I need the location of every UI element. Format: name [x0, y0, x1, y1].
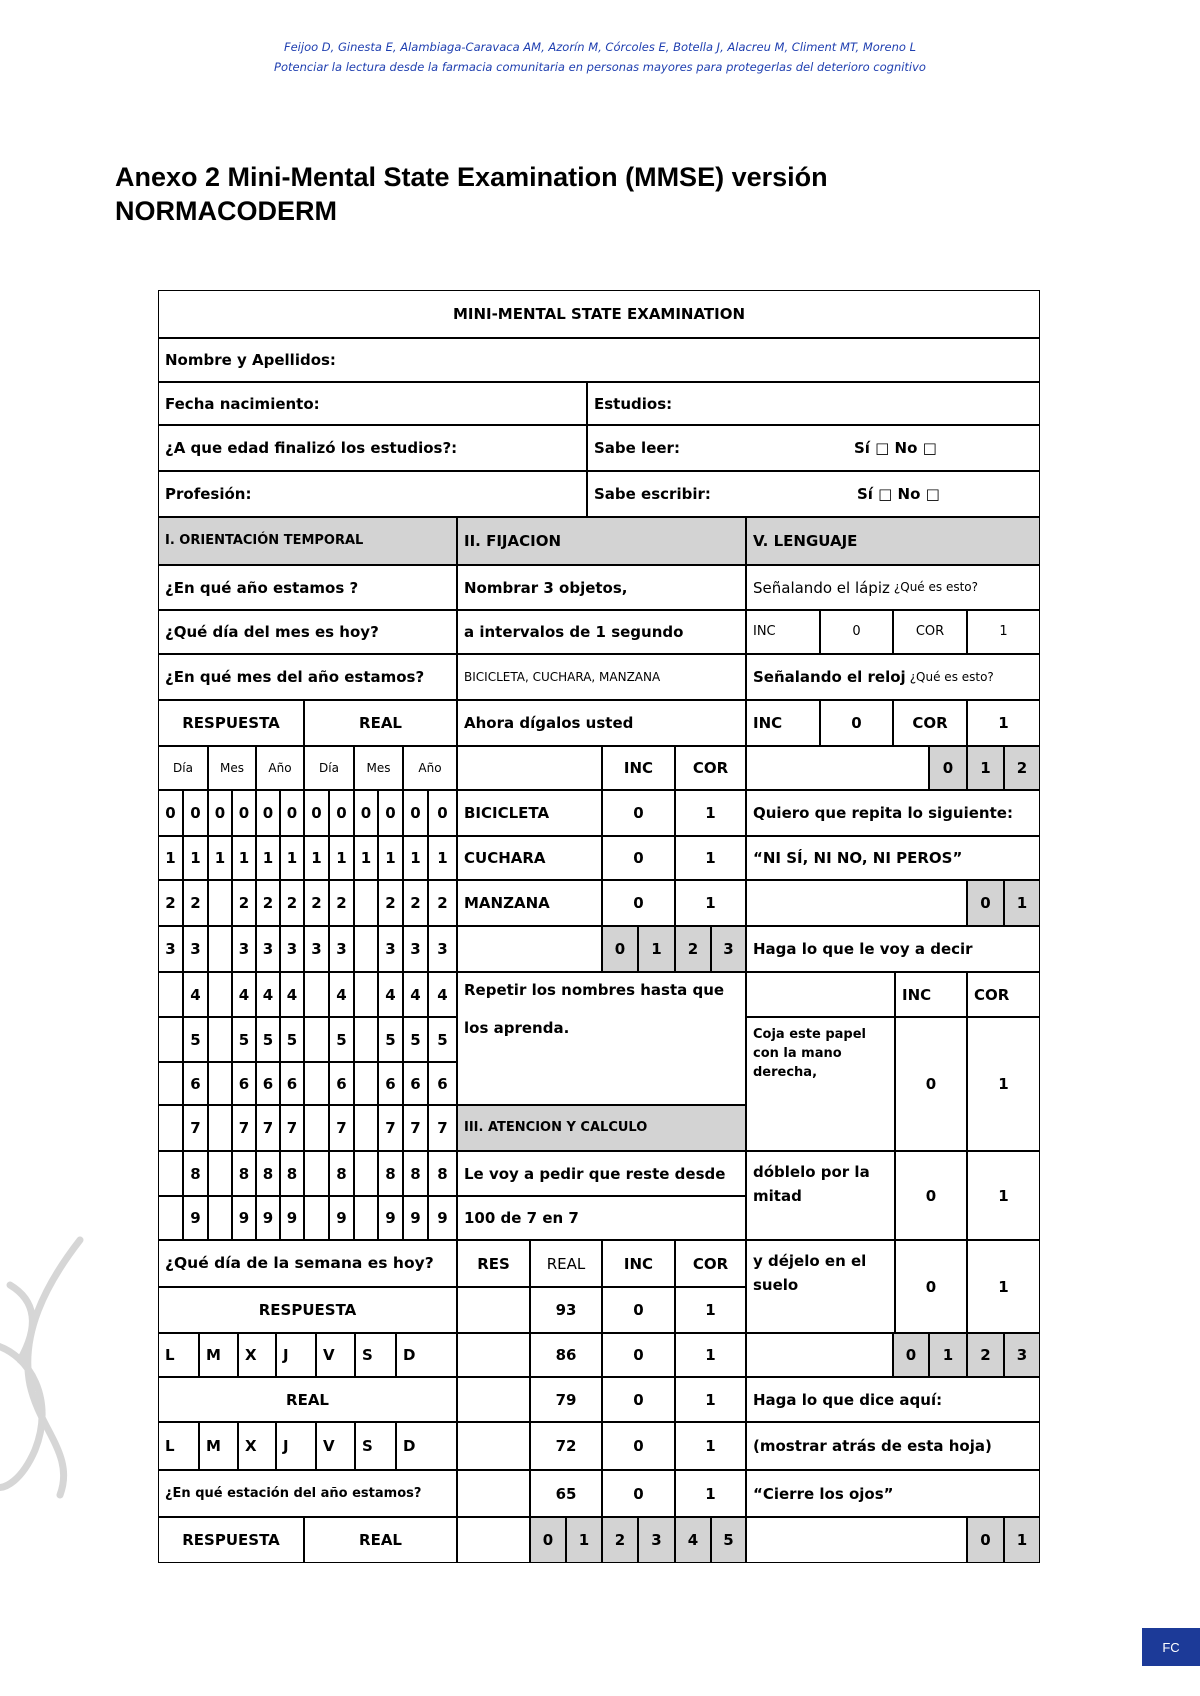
- repetir-line: los aprenda.: [464, 1019, 570, 1037]
- empty-cell: [746, 746, 929, 790]
- cell-text: Sabe escribir:: [594, 485, 711, 503]
- naming-score-option[interactable]: 1: [967, 746, 1004, 790]
- date-digit-cell[interactable]: 2: [183, 880, 208, 926]
- date-digit-cell[interactable]: 4: [428, 972, 457, 1017]
- score-inc[interactable]: 0: [602, 790, 675, 836]
- weekday-option[interactable]: M: [199, 1333, 238, 1377]
- score-cor[interactable]: 1: [967, 610, 1040, 654]
- date-digit-cell[interactable]: 5: [378, 1017, 403, 1062]
- lectura-instruction: Haga lo que dice aquí:: [746, 1377, 1040, 1422]
- cor-label: COR: [893, 610, 967, 654]
- date-digit-cell[interactable]: 8: [403, 1151, 428, 1196]
- ordenes-instruction: Haga lo que le voy a decir: [746, 926, 1040, 972]
- date-digit-cell[interactable]: 9: [428, 1196, 457, 1240]
- sabe-leer-checkboxes: Sí □ No □: [854, 439, 937, 457]
- date-digit-cell[interactable]: [304, 972, 329, 1017]
- lectura-score-option[interactable]: 0: [967, 1517, 1004, 1563]
- date-digit-cell[interactable]: 3: [403, 926, 428, 972]
- weekday-option[interactable]: D: [396, 1333, 457, 1377]
- date-digit-cell[interactable]: 6: [280, 1062, 304, 1105]
- empty-cell: [457, 1517, 530, 1563]
- reloj-question: [746, 654, 1040, 700]
- date-digit-cell[interactable]: 7: [232, 1105, 256, 1151]
- date-digit-cell[interactable]: 3: [378, 926, 403, 972]
- field-sabe-escribir: [587, 471, 1040, 517]
- field-profesion: Profesión:: [158, 471, 587, 517]
- weekday-option[interactable]: S: [355, 1333, 396, 1377]
- score-cor[interactable]: 1: [967, 700, 1040, 746]
- score-cor[interactable]: 1: [967, 1151, 1040, 1240]
- score-inc[interactable]: 0: [602, 836, 675, 880]
- date-col-label: Día: [304, 746, 354, 790]
- real-header: REAL: [530, 1240, 602, 1287]
- fijacion-object: CUCHARA: [457, 836, 602, 880]
- date-digit-cell[interactable]: 3: [183, 926, 208, 972]
- date-digit-cell[interactable]: 3: [329, 926, 354, 972]
- fijacion-instruction: Ahora dígalos usted: [457, 700, 746, 746]
- date-digit-cell[interactable]: 5: [232, 1017, 256, 1062]
- date-digit-cell[interactable]: 0: [329, 790, 354, 836]
- weekday-option[interactable]: L: [158, 1422, 199, 1470]
- date-digit-cell[interactable]: [354, 926, 378, 972]
- date-digit-cell[interactable]: 1: [183, 836, 208, 880]
- date-digit-cell[interactable]: [158, 972, 183, 1017]
- score-inc[interactable]: 0: [820, 700, 893, 746]
- date-digit-cell[interactable]: 2: [428, 880, 457, 926]
- date-digit-cell[interactable]: 4: [378, 972, 403, 1017]
- header-subtitle: Potenciar la lectura desde la farmacia comunitaria en personas mayores para protegerlas del deterioro cognitivo: [274, 60, 926, 74]
- date-digit-cell[interactable]: 0: [403, 790, 428, 836]
- calculo-score-option[interactable]: 5: [711, 1517, 746, 1563]
- date-digit-cell[interactable]: 0: [208, 790, 232, 836]
- date-digit-cell[interactable]: 2: [158, 880, 183, 926]
- date-digit-cell[interactable]: 2: [304, 880, 329, 926]
- date-digit-cell[interactable]: 7: [280, 1105, 304, 1151]
- date-digit-cell[interactable]: 8: [280, 1151, 304, 1196]
- calculo-score-option[interactable]: 3: [638, 1517, 675, 1563]
- date-digit-cell[interactable]: 5: [256, 1017, 280, 1062]
- score-inc[interactable]: 0: [602, 1422, 675, 1470]
- res-header: RES: [457, 1240, 530, 1287]
- resta-instruction: Le voy a pedir que reste desde: [457, 1151, 746, 1196]
- empty-cell: [457, 746, 602, 790]
- page-badge: FC: [1142, 1628, 1200, 1666]
- fijacion-objects: BICICLETA, CUCHARA, MANZANA: [457, 654, 746, 700]
- date-digit-cell[interactable]: 9: [403, 1196, 428, 1240]
- orden-step: dóblelo por la mitad: [746, 1151, 895, 1240]
- res-answer-cell[interactable]: [457, 1377, 530, 1422]
- lapiz-question: [746, 565, 1040, 610]
- weekday-option[interactable]: L: [158, 1333, 199, 1377]
- res-answer-cell[interactable]: [457, 1333, 530, 1377]
- naming-score-option[interactable]: 2: [1004, 746, 1040, 790]
- date-digit-cell[interactable]: 9: [329, 1196, 354, 1240]
- date-digit-cell[interactable]: 0: [428, 790, 457, 836]
- fijacion-object: MANZANA: [457, 880, 602, 926]
- date-digit-cell[interactable]: [158, 1017, 183, 1062]
- empty-cell: [746, 1517, 967, 1563]
- date-digit-cell[interactable]: [158, 1196, 183, 1240]
- date-digit-cell[interactable]: 0: [256, 790, 280, 836]
- date-digit-cell[interactable]: 8: [329, 1151, 354, 1196]
- date-digit-cell[interactable]: 9: [378, 1196, 403, 1240]
- date-digit-cell[interactable]: 9: [280, 1196, 304, 1240]
- field-fecha-nacimiento: Fecha nacimiento:: [158, 382, 587, 425]
- inc-header: INC: [602, 746, 675, 790]
- date-digit-cell[interactable]: 0: [232, 790, 256, 836]
- cor-header: COR: [675, 746, 746, 790]
- score-inc[interactable]: 0: [602, 1333, 675, 1377]
- date-digit-cell[interactable]: 4: [329, 972, 354, 1017]
- res-answer-cell[interactable]: [457, 1470, 530, 1517]
- date-digit-cell[interactable]: 8: [183, 1151, 208, 1196]
- inc-header: INC: [895, 972, 967, 1017]
- section-fijacion: II. FIJACION: [457, 517, 746, 565]
- date-digit-cell[interactable]: [208, 1062, 232, 1105]
- date-digit-cell[interactable]: 2: [403, 880, 428, 926]
- score-inc[interactable]: 0: [602, 880, 675, 926]
- weekday-option[interactable]: X: [238, 1422, 276, 1470]
- date-col-label: Mes: [208, 746, 256, 790]
- date-digit-cell[interactable]: 1: [304, 836, 329, 880]
- calculo-score-option[interactable]: 2: [602, 1517, 638, 1563]
- inc-header: INC: [602, 1240, 675, 1287]
- date-digit-cell[interactable]: [208, 926, 232, 972]
- form-title: MINI-MENTAL STATE EXAMINATION: [158, 290, 1040, 338]
- date-digit-cell[interactable]: 6: [378, 1062, 403, 1105]
- date-digit-cell[interactable]: 6: [183, 1062, 208, 1105]
- date-digit-cell[interactable]: 5: [403, 1017, 428, 1062]
- empty-cell: [746, 880, 967, 926]
- empty-cell: [746, 1333, 893, 1377]
- res-answer-cell[interactable]: [457, 1422, 530, 1470]
- calculo-score-option[interactable]: 0: [530, 1517, 566, 1563]
- date-digit-cell[interactable]: 4: [232, 972, 256, 1017]
- date-digit-cell[interactable]: 2: [280, 880, 304, 926]
- empty-cell: [746, 972, 895, 1017]
- score-inc[interactable]: 0: [602, 1470, 675, 1517]
- weekday-option[interactable]: S: [355, 1422, 396, 1470]
- date-col-label: Año: [403, 746, 457, 790]
- score-inc[interactable]: 0: [895, 1240, 967, 1333]
- cell-text: Sabe leer:: [594, 439, 680, 457]
- date-digit-cell[interactable]: 0: [378, 790, 403, 836]
- date-digit-cell[interactable]: 5: [280, 1017, 304, 1062]
- field-estudios: Estudios:: [587, 382, 1040, 425]
- calculo-score-option[interactable]: 1: [566, 1517, 602, 1563]
- date-digit-cell[interactable]: 9: [256, 1196, 280, 1240]
- field-sabe-leer: [587, 425, 1040, 471]
- subtraction-value: 72: [530, 1422, 602, 1470]
- weekday-option[interactable]: J: [276, 1422, 316, 1470]
- date-digit-cell[interactable]: 6: [232, 1062, 256, 1105]
- date-digit-cell[interactable]: [208, 1196, 232, 1240]
- cor-header: COR: [967, 972, 1040, 1017]
- date-digit-cell[interactable]: 6: [256, 1062, 280, 1105]
- date-digit-cell[interactable]: [304, 1151, 329, 1196]
- date-digit-cell[interactable]: 1: [354, 836, 378, 880]
- date-digit-cell[interactable]: [304, 1105, 329, 1151]
- date-digit-cell[interactable]: 8: [428, 1151, 457, 1196]
- date-digit-cell[interactable]: [304, 1017, 329, 1062]
- date-digit-cell[interactable]: 0: [354, 790, 378, 836]
- weekday-option[interactable]: M: [199, 1422, 238, 1470]
- repeticion-score-option[interactable]: 0: [967, 880, 1004, 926]
- score-inc[interactable]: 0: [602, 1377, 675, 1422]
- repeticion-score-option[interactable]: 1: [1004, 880, 1040, 926]
- weekday-option[interactable]: D: [396, 1422, 457, 1470]
- score-cor[interactable]: 1: [675, 1377, 746, 1422]
- date-digit-cell[interactable]: [208, 1017, 232, 1062]
- ordenes-score-option[interactable]: 3: [1004, 1333, 1040, 1377]
- date-digit-cell[interactable]: 1: [378, 836, 403, 880]
- reloj-text: Señalando el reloj: [753, 668, 906, 686]
- cor-header: COR: [675, 1240, 746, 1287]
- ordenes-score-option[interactable]: 2: [967, 1333, 1004, 1377]
- date-digit-cell[interactable]: [304, 1196, 329, 1240]
- lapiz-text: Señalando el lápiz: [753, 578, 890, 597]
- date-digit-cell[interactable]: 8: [256, 1151, 280, 1196]
- score-cor[interactable]: 1: [675, 1470, 746, 1517]
- orden-step: y déjelo en el suelo: [746, 1240, 895, 1333]
- date-digit-cell[interactable]: 3: [158, 926, 183, 972]
- weekday-option[interactable]: J: [276, 1333, 316, 1377]
- fijacion-instruction: Nombrar 3 objetos,: [457, 565, 746, 610]
- score-cor[interactable]: 1: [675, 790, 746, 836]
- score-inc[interactable]: 0: [602, 1287, 675, 1333]
- date-digit-cell[interactable]: 4: [183, 972, 208, 1017]
- date-digit-cell[interactable]: 3: [232, 926, 256, 972]
- date-digit-cell[interactable]: 1: [329, 836, 354, 880]
- date-digit-cell[interactable]: 7: [183, 1105, 208, 1151]
- real-header: REAL: [304, 1517, 457, 1563]
- question-estacion: ¿En qué estación del año estamos?: [158, 1470, 457, 1517]
- header-authors: Feijoo D, Ginesta E, Alambiaga-Caravaca AM, Azorín M, Córcoles E, Botella J, Alacreu M, Climent MT, Moreno L: [283, 40, 916, 54]
- que-es-text: ¿Qué es esto?: [893, 580, 978, 595]
- section-lenguaje: V. LENGUAJE: [746, 517, 1040, 565]
- empty-cell: [457, 926, 602, 972]
- score-inc[interactable]: 0: [895, 1017, 967, 1151]
- weekday-option[interactable]: V: [316, 1333, 355, 1377]
- ordenes-score-option[interactable]: 1: [929, 1333, 967, 1377]
- date-digit-cell[interactable]: 3: [256, 926, 280, 972]
- respuesta-header: RESPUESTA: [158, 700, 304, 746]
- date-digit-cell[interactable]: 1: [158, 836, 183, 880]
- question-dia-mes: ¿Qué día del mes es hoy?: [158, 610, 457, 654]
- date-digit-cell[interactable]: 6: [428, 1062, 457, 1105]
- date-digit-cell[interactable]: 9: [232, 1196, 256, 1240]
- fijacion-object: BICICLETA: [457, 790, 602, 836]
- inc-label: INC: [746, 610, 820, 654]
- lectura-instruction: (mostrar atrás de esta hoja): [746, 1422, 1040, 1470]
- date-digit-cell[interactable]: 7: [428, 1105, 457, 1151]
- orden-step: Coja este papel con la mano derecha,: [746, 1017, 895, 1151]
- lectura-score-option[interactable]: 1: [1004, 1517, 1040, 1563]
- date-digit-cell[interactable]: 4: [403, 972, 428, 1017]
- score-cor[interactable]: 1: [675, 880, 746, 926]
- respuesta-header: RESPUESTA: [158, 1517, 304, 1563]
- repeticion-instruction: Quiero que repita lo siguiente:: [746, 790, 1040, 836]
- weekday-option[interactable]: X: [238, 1333, 276, 1377]
- date-digit-cell[interactable]: 7: [329, 1105, 354, 1151]
- repeticion-phrase: “NI SÍ, NI NO, NI PEROS”: [746, 836, 1040, 880]
- date-digit-cell[interactable]: 0: [280, 790, 304, 836]
- date-digit-cell[interactable]: 4: [280, 972, 304, 1017]
- date-digit-cell[interactable]: 1: [232, 836, 256, 880]
- date-digit-cell[interactable]: [158, 1151, 183, 1196]
- date-digit-cell[interactable]: [354, 1105, 378, 1151]
- score-cor[interactable]: 1: [675, 1422, 746, 1470]
- date-digit-cell[interactable]: 0: [183, 790, 208, 836]
- subtraction-value: 79: [530, 1377, 602, 1422]
- subtraction-value: 65: [530, 1470, 602, 1517]
- date-digit-cell[interactable]: 3: [428, 926, 457, 972]
- date-digit-cell[interactable]: 2: [256, 880, 280, 926]
- date-digit-cell[interactable]: [354, 1017, 378, 1062]
- respuesta-header: RESPUESTA: [158, 1287, 457, 1333]
- date-digit-cell[interactable]: 9: [183, 1196, 208, 1240]
- section-orientacion-temporal: I. ORIENTACIÓN TEMPORAL: [158, 517, 457, 565]
- date-digit-cell[interactable]: [208, 1151, 232, 1196]
- date-digit-cell[interactable]: [354, 1151, 378, 1196]
- fijacion-score-option[interactable]: 3: [711, 926, 746, 972]
- real-header: REAL: [158, 1377, 457, 1422]
- subtraction-value: 93: [530, 1287, 602, 1333]
- date-digit-cell[interactable]: 4: [256, 972, 280, 1017]
- score-inc[interactable]: 0: [895, 1151, 967, 1240]
- ordenes-score-option[interactable]: 0: [893, 1333, 929, 1377]
- subtraction-value: 86: [530, 1333, 602, 1377]
- fijacion-score-option[interactable]: 1: [638, 926, 675, 972]
- date-digit-cell[interactable]: 1: [208, 836, 232, 880]
- date-digit-cell[interactable]: [208, 1105, 232, 1151]
- date-digit-cell[interactable]: 5: [183, 1017, 208, 1062]
- date-digit-cell[interactable]: 1: [403, 836, 428, 880]
- date-digit-cell[interactable]: 2: [329, 880, 354, 926]
- question-dia-semana: ¿Qué día de la semana es hoy?: [158, 1240, 457, 1287]
- repetir-line: Repetir los nombres hasta que: [464, 981, 725, 999]
- que-es-text: ¿Qué es esto?: [909, 669, 994, 684]
- date-digit-cell[interactable]: [354, 880, 378, 926]
- date-digit-cell[interactable]: 8: [378, 1151, 403, 1196]
- date-digit-cell[interactable]: [158, 1105, 183, 1151]
- date-digit-cell[interactable]: [304, 1062, 329, 1105]
- date-digit-cell[interactable]: 5: [428, 1017, 457, 1062]
- resta-instruction: 100 de 7 en 7: [457, 1196, 746, 1240]
- score-cor[interactable]: 1: [967, 1240, 1040, 1333]
- date-col-label: Día: [158, 746, 208, 790]
- date-digit-cell[interactable]: [354, 1062, 378, 1105]
- fijacion-score-option[interactable]: 2: [675, 926, 711, 972]
- score-cor[interactable]: 1: [967, 1017, 1040, 1151]
- score-cor[interactable]: 1: [675, 1287, 746, 1333]
- date-digit-cell[interactable]: 2: [378, 880, 403, 926]
- date-digit-cell[interactable]: 0: [304, 790, 329, 836]
- date-digit-cell[interactable]: 6: [329, 1062, 354, 1105]
- section-atencion-calculo: III. ATENCION Y CALCULO: [457, 1105, 746, 1151]
- fijacion-score-option[interactable]: 0: [602, 926, 638, 972]
- res-answer-cell[interactable]: [457, 1287, 530, 1333]
- date-digit-cell[interactable]: 8: [232, 1151, 256, 1196]
- fijacion-instruction: a intervalos de 1 segundo: [457, 610, 746, 654]
- date-col-label: Mes: [354, 746, 403, 790]
- date-digit-cell[interactable]: [158, 1062, 183, 1105]
- date-digit-cell[interactable]: 0: [158, 790, 183, 836]
- date-digit-cell[interactable]: 3: [280, 926, 304, 972]
- date-digit-cell[interactable]: [354, 1196, 378, 1240]
- calculo-score-option[interactable]: 4: [675, 1517, 711, 1563]
- naming-score-option[interactable]: 0: [929, 746, 967, 790]
- date-digit-cell[interactable]: 2: [232, 880, 256, 926]
- date-digit-cell[interactable]: [354, 972, 378, 1017]
- inc-label: INC: [746, 700, 820, 746]
- date-digit-cell[interactable]: 7: [378, 1105, 403, 1151]
- question-ano: ¿En qué año estamos ?: [158, 565, 457, 610]
- repetir-instruction: [457, 972, 746, 1105]
- date-digit-cell[interactable]: [208, 972, 232, 1017]
- lectura-phrase: “Cierre los ojos”: [746, 1470, 1040, 1517]
- question-mes: ¿En qué mes del año estamos?: [158, 654, 457, 700]
- date-col-label: Año: [256, 746, 304, 790]
- date-digit-cell[interactable]: [208, 880, 232, 926]
- cor-label: COR: [893, 700, 967, 746]
- date-digit-cell[interactable]: 1: [428, 836, 457, 880]
- sabe-escribir-checkboxes: Sí □ No □: [857, 485, 940, 503]
- real-header: REAL: [304, 700, 457, 746]
- date-digit-cell[interactable]: 1: [256, 836, 280, 880]
- score-inc[interactable]: 0: [820, 610, 893, 654]
- date-digit-cell[interactable]: 7: [403, 1105, 428, 1151]
- weekday-option[interactable]: V: [316, 1422, 355, 1470]
- document-title: Anexo 2 Mini-Mental State Examination (MMSE) versión NORMACODERM: [115, 162, 828, 226]
- field-edad-estudios: ¿A que edad finalizó los estudios?:: [158, 425, 587, 471]
- date-digit-cell[interactable]: 5: [329, 1017, 354, 1062]
- field-nombre: Nombre y Apellidos:: [158, 338, 1040, 382]
- score-cor[interactable]: 1: [675, 836, 746, 880]
- date-digit-cell[interactable]: 3: [304, 926, 329, 972]
- date-digit-cell[interactable]: 1: [280, 836, 304, 880]
- date-digit-cell[interactable]: 7: [256, 1105, 280, 1151]
- date-digit-cell[interactable]: 6: [403, 1062, 428, 1105]
- score-cor[interactable]: 1: [675, 1333, 746, 1377]
